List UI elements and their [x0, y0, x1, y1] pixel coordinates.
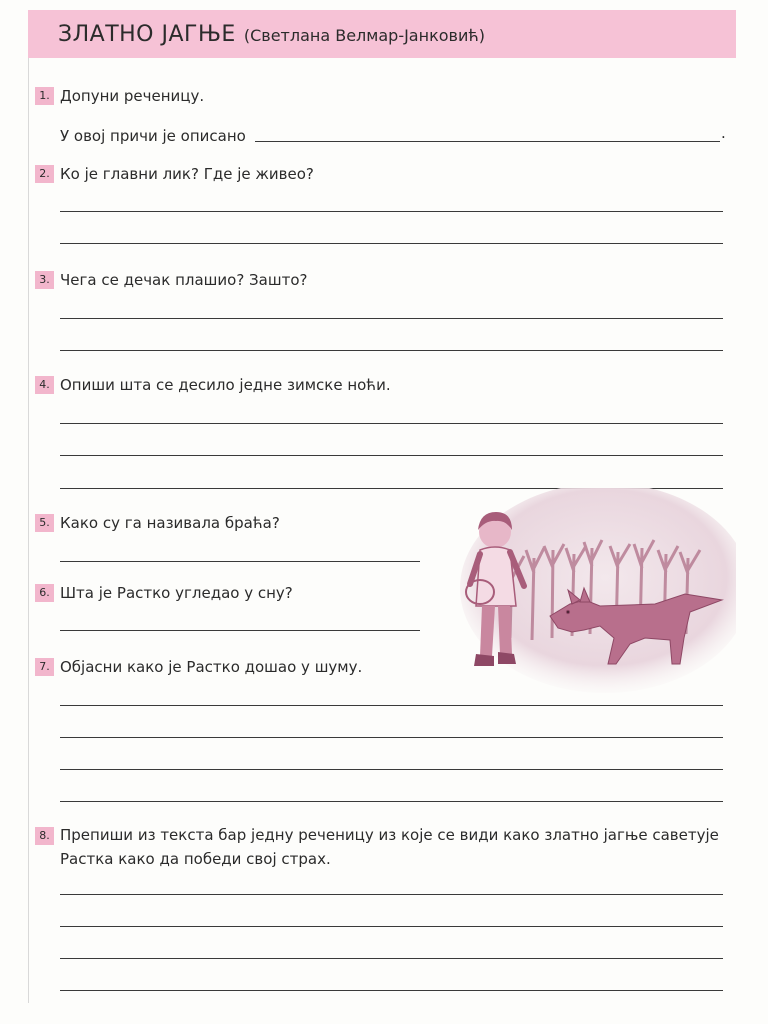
answer-line[interactable] — [60, 801, 723, 802]
boy-and-wolf-illustration — [440, 488, 736, 703]
sentence-period: . — [721, 124, 726, 142]
answer-line[interactable] — [60, 318, 723, 319]
page-title — [58, 22, 485, 47]
answer-line[interactable] — [60, 211, 723, 212]
answer-line[interactable] — [60, 737, 723, 738]
question-2-text: Ко је главни лик? Где је живео? — [60, 165, 314, 183]
answer-line[interactable] — [60, 990, 723, 991]
question-1-text: Допуни реченицу. — [60, 87, 205, 105]
question-number-1: 1. — [35, 87, 54, 105]
question-6-text: Шта је Растко угледао у сну? — [60, 584, 293, 602]
story-author: (Светлана Велмар-Јанковић) — [243, 26, 486, 45]
story-title: ЗЛАТНО ЈАГЊЕ — [58, 22, 236, 47]
question-number-4: 4. — [35, 376, 54, 394]
question-number-2: 2. — [35, 165, 54, 183]
question-8-text: Препиши из текста бар једну реченицу из које се види како златно јагње саветује Растка како да победи свој страх. — [60, 826, 719, 868]
answer-line[interactable] — [60, 561, 420, 562]
answer-line[interactable] — [60, 705, 723, 706]
answer-line[interactable] — [60, 769, 723, 770]
question-7-text: Објасни како је Растко дошао у шуму. — [60, 658, 363, 676]
answer-line[interactable] — [60, 926, 723, 927]
question-number-8: 8. — [35, 827, 54, 845]
page-edge — [28, 58, 29, 1003]
question-number-3: 3. — [35, 271, 54, 289]
question-number-6: 6. — [35, 584, 54, 602]
answer-line[interactable] — [60, 455, 723, 456]
question-number-7: 7. — [35, 658, 54, 676]
answer-line[interactable] — [60, 958, 723, 959]
question-1-prompt: У овој причи је описано — [60, 127, 246, 145]
question-3-text: Чега се дечак плашио? Зашто? — [60, 271, 308, 289]
answer-line[interactable] — [60, 894, 723, 895]
answer-line[interactable] — [60, 243, 723, 244]
answer-line[interactable] — [60, 423, 723, 424]
question-4-text: Опиши шта се десило једне зимске ноћи. — [60, 376, 391, 394]
answer-line[interactable] — [60, 630, 420, 631]
question-number-5: 5. — [35, 514, 54, 532]
question-5-text: Како су га називала браћа? — [60, 514, 280, 532]
answer-line[interactable] — [60, 350, 723, 351]
answer-line[interactable] — [255, 141, 720, 142]
